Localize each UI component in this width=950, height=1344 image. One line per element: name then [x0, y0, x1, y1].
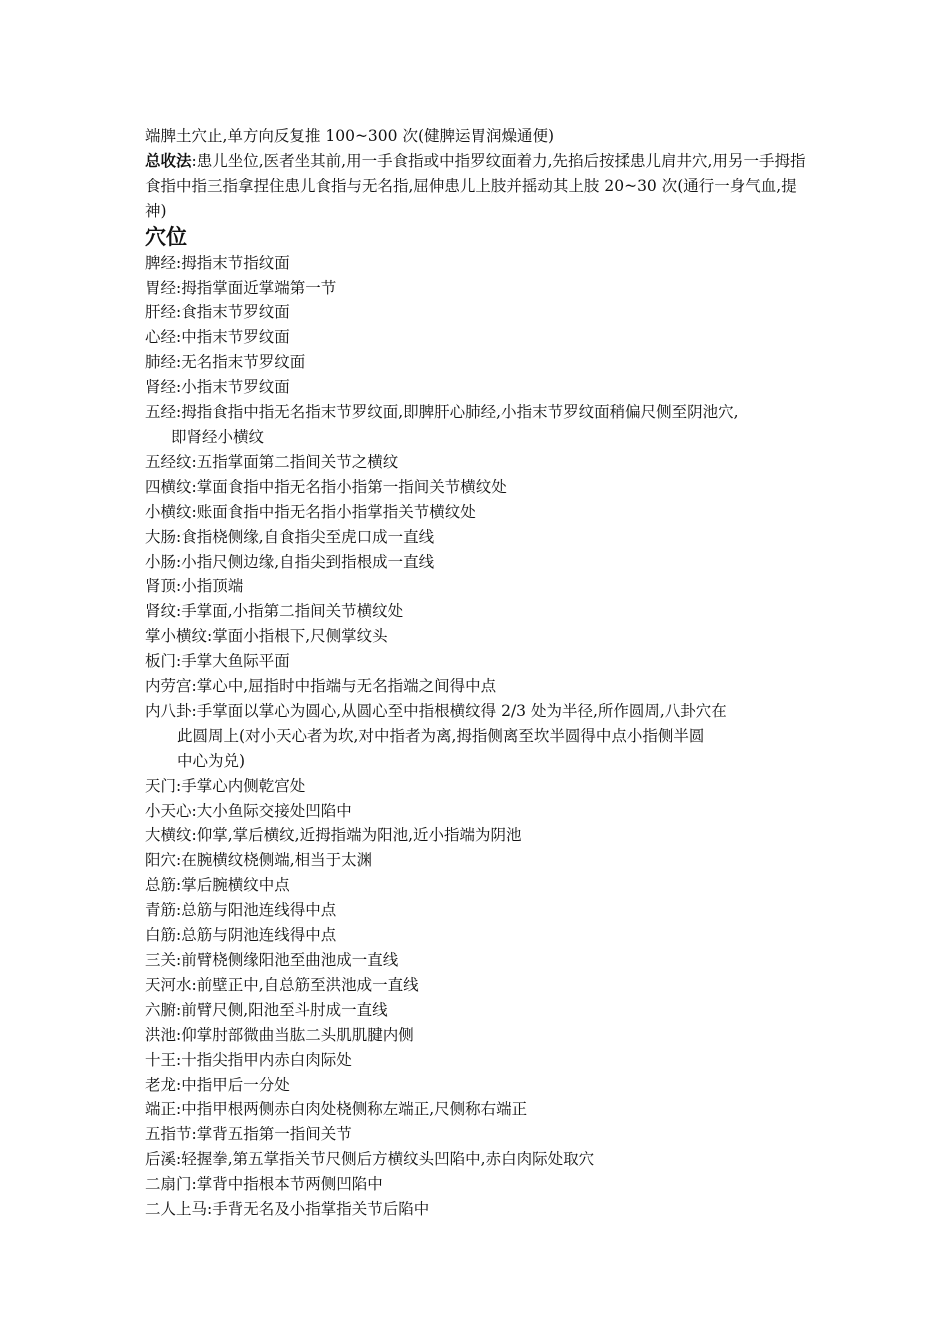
list-item: 阳穴:在腕横纹桡侧端,相当于太渊 — [145, 851, 373, 870]
list-item: 大肠:食指桡侧缘,自食指尖至虎口成一直线 — [145, 527, 435, 546]
summary-label: 总收法 — [145, 151, 192, 170]
list-item-continuation: 中心为兑) — [177, 751, 246, 770]
list-item: 小肠:小指尺侧边缘,自指尖到指根成一直线 — [145, 552, 435, 571]
list-item-continuation: 此圆周上(对小天心者为坎,对中指者为离,拇指侧离至坎半圆得中点小指侧半圆 — [177, 726, 705, 745]
list-item: 六腑:前臂尺侧,阳池至斗肘成一直线 — [145, 1000, 388, 1019]
document-page — [145, 124, 810, 1222]
section-heading: 穴位 — [145, 224, 187, 249]
list-item-continuation: 即肾经小横纹 — [171, 427, 265, 446]
list-item: 心经:中指末节罗纹面 — [145, 328, 290, 347]
list-item: 五经:拇指食指中指无名指末节罗纹面,即脾肝心肺经,小指末节罗纹面稍偏尺侧至阴池穴, — [145, 403, 739, 422]
list-item: 五经纹:五指掌面第二指间关节之横纹 — [145, 452, 399, 471]
list-item: 肾纹:手掌面,小指第二指间关节横纹处 — [145, 602, 404, 621]
list-item: 肝经:食指末节罗纹面 — [145, 303, 290, 322]
list-item: 端正:中指甲根两侧赤白肉处桡侧称左端正,尺侧称右端正 — [145, 1100, 528, 1119]
list-item: 后溪:轻握拳,第五掌指关节尺侧后方横纹头凹陷中,赤白肉际处取穴 — [145, 1150, 595, 1169]
list-item: 老龙:中指甲后一分处 — [145, 1075, 290, 1094]
list-item: 大横纹:仰掌,掌后横纹,近拇指端为阳池,近小指端为阴池 — [145, 826, 522, 845]
list-item: 内八卦:手掌面以掌心为圆心,从圆心至中指根横纹得 2/3 处为半径,所作圆周,八卦穴在 — [145, 701, 727, 720]
list-item: 内劳宫:掌心中,屈指时中指端与无名指端之间得中点 — [145, 677, 497, 696]
list-item: 天门:手掌心内侧乾宫处 — [145, 776, 306, 795]
list-item: 三关:前臂桡侧缘阳池至曲池成一直线 — [145, 951, 399, 969]
list-item: 二人上马:手背无名及小指掌指关节后陷中 — [145, 1200, 430, 1219]
list-item: 板门:手掌大鱼际平面 — [145, 652, 290, 671]
list-item: 掌小横纹:掌面小指根下,尺侧掌纹头 — [145, 627, 388, 646]
list-item: 肺经:无名指末节罗纹面 — [145, 353, 306, 372]
list-item: 青筋:总筋与阳池连线得中点 — [145, 901, 337, 920]
list-item: 小横纹:账面食指中指无名指小指掌指关节横纹处 — [145, 502, 476, 521]
summary-paragraph — [145, 149, 810, 224]
summary-text: :患儿坐位,医者坐其前,用一手食指或中指罗纹面着力,先掐后按揉患儿肩井穴,用另一手拇指食指中指三指拿捏住患儿食指与无名指,屈伸患儿上肢并摇动其上肢 20~30 次(通行一身气血,提神) — [145, 151, 806, 220]
list-item: 脾经:拇指末节指纹面 — [145, 253, 290, 272]
intro-line: 端脾土穴止,单方向反复推 100~300 次(健脾运胃润燥通便) — [145, 127, 555, 145]
list-item: 小天心:大小鱼际交接处凹陷中 — [145, 801, 352, 820]
list-item: 总筋:掌后腕横纹中点 — [145, 876, 290, 895]
acupoint-list — [145, 251, 810, 1222]
list-item: 十王:十指尖指甲内赤白肉际处 — [145, 1050, 352, 1069]
list-item: 洪池:仰掌肘部微曲当肱二头肌肌腱内侧 — [145, 1025, 414, 1044]
list-item: 胃经:拇指掌面近掌端第一节 — [145, 278, 337, 297]
list-item: 五指节:掌背五指第一指间关节 — [145, 1125, 352, 1144]
list-item: 二扇门:掌背中指根本节两侧凹陷中 — [145, 1175, 383, 1194]
list-item: 白筋:总筋与阴池连线得中点 — [145, 926, 337, 945]
list-item: 四横纹:掌面食指中指无名指小指第一指间关节横纹处 — [145, 477, 507, 496]
list-item: 天河水:前壁正中,自总筋至洪池成一直线 — [145, 975, 419, 994]
list-item: 肾经:小指末节罗纹面 — [145, 378, 290, 397]
list-item: 肾顶:小指顶端 — [145, 577, 244, 596]
